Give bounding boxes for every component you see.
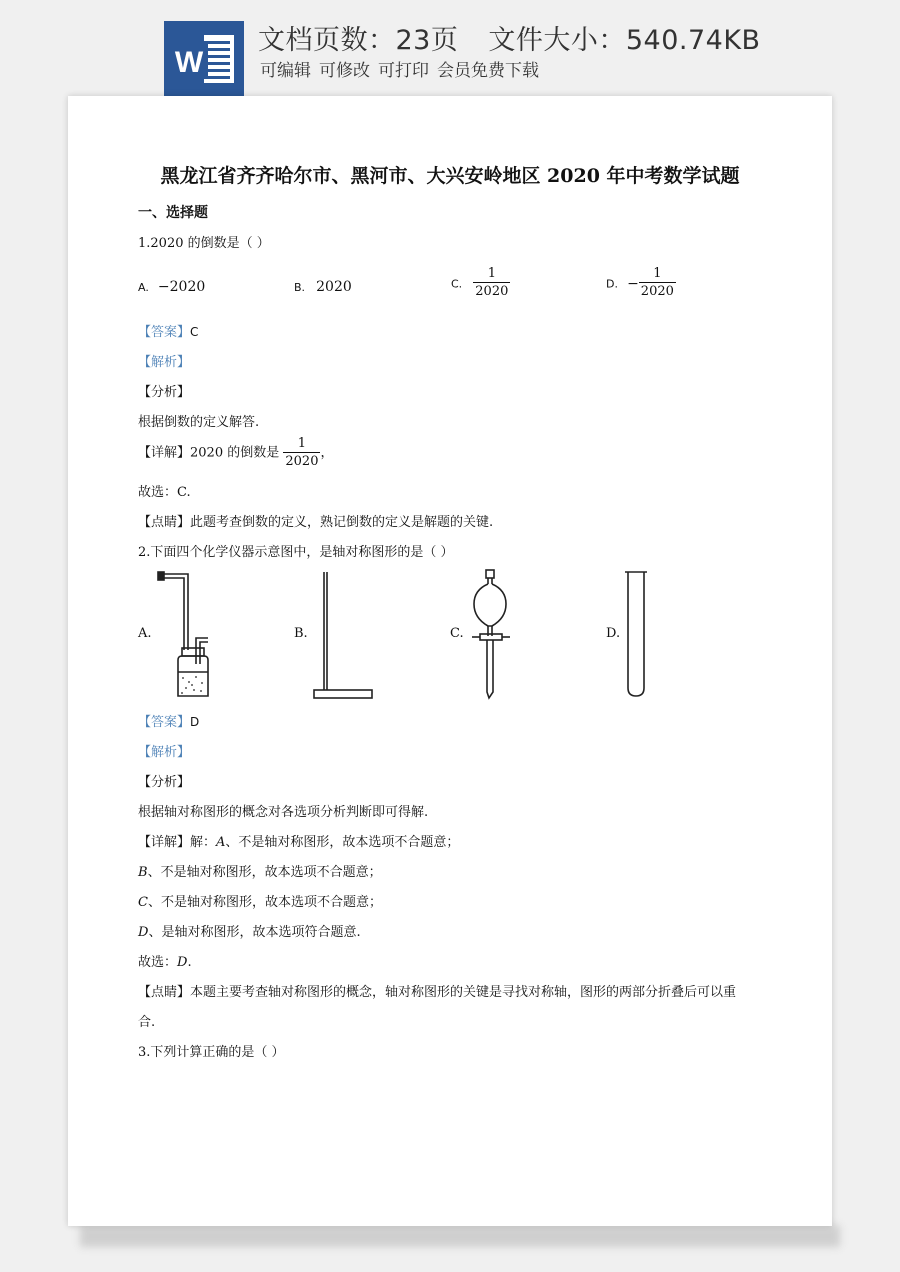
fraction	[639, 266, 676, 300]
document-title: 黑龙江省齐齐哈尔市、黑河市、大兴安岭地区 2020 年中考数学试题	[160, 165, 740, 187]
comment-text: 此题考查倒数的定义，熟记倒数的定义是解题的关键.	[190, 515, 494, 530]
q2-fenxi-tag: 【分析】	[138, 775, 191, 790]
option-letter: D.	[606, 277, 618, 291]
file-size: 文件大小：540.74KB	[488, 25, 761, 56]
word-icon-letter: W	[174, 46, 204, 79]
feature-printable: 可打印	[378, 61, 429, 81]
feature-modifiable: 可修改	[319, 61, 370, 81]
q2-detail-b	[138, 861, 382, 880]
detail-rest: 、不是轴对称图形，故本选项不合题意；	[147, 865, 382, 880]
comment-text: 本题主要考查轴对称图形的概念，轴对称图形的关键是寻找对称轴，图形的两部分折叠后可以重	[190, 985, 737, 1000]
q2-comment-cont: 合.	[138, 1015, 156, 1030]
option-letter: D	[138, 925, 149, 940]
detail-rest: 、不是轴对称图形，故本选项不合题意；	[225, 835, 460, 850]
choose-suffix: .	[187, 955, 192, 970]
answer-value: C	[190, 325, 199, 339]
fraction	[473, 266, 510, 300]
fraction	[283, 436, 320, 470]
comment-tag: 【点睛】	[138, 515, 191, 530]
choose-prefix: 故选：	[138, 955, 178, 970]
answer-tag: 【答案】	[138, 325, 191, 340]
paper-shadow	[80, 1225, 840, 1247]
detail-rest: 、不是轴对称图形，故本选项不合题意；	[147, 895, 382, 910]
numerator: 1	[297, 436, 307, 451]
option-letter: C	[138, 895, 148, 910]
header-banner	[0, 0, 900, 96]
q2-option-a-label: A.	[138, 626, 152, 641]
numerator: 1	[487, 266, 496, 281]
option-letter: B	[138, 865, 148, 880]
q1-fenxi-text: 根据倒数的定义解答.	[138, 415, 260, 430]
test-tube-image	[620, 568, 654, 702]
choose-letter: D	[177, 955, 188, 970]
q1-stem: 1.2020 的倒数是（ ）	[138, 236, 270, 251]
denominator: 2020	[640, 284, 674, 299]
detail-tag: 【详解】	[138, 445, 191, 461]
iron-stand-image	[312, 570, 378, 702]
q1-comment	[138, 511, 493, 530]
separatory-funnel-image	[468, 568, 514, 702]
q2-detail	[138, 831, 459, 850]
q1-option-b	[294, 276, 352, 295]
q1-choose: 故选：C.	[138, 485, 191, 500]
q3-stem: 3.下列计算正确的是（ ）	[138, 1045, 285, 1060]
q1-answer	[138, 321, 198, 340]
option-letter: B.	[294, 281, 306, 294]
q1-option-a	[138, 276, 205, 295]
answer-value: D	[190, 715, 200, 729]
option-value: 2020	[316, 279, 352, 295]
feature-list	[260, 56, 539, 81]
q2-option-d-label: D.	[606, 626, 621, 641]
q2-fenxi-text: 根据轴对称图形的概念对各选项分析判断即可得解.	[138, 805, 429, 820]
q1-fenxi-tag: 【分析】	[138, 385, 191, 400]
q2-stem: 2.下面四个化学仪器示意图中，是轴对称图形的是（ ）	[138, 545, 454, 560]
denominator: 2020	[475, 284, 509, 299]
gas-washing-bottle-image	[156, 568, 216, 700]
numerator: 1	[653, 266, 662, 281]
document-page	[68, 96, 832, 1226]
document-meta	[258, 18, 761, 57]
q2-option-b-label: B.	[294, 626, 308, 641]
answer-tag: 【答案】	[138, 715, 191, 730]
comment-tag: 【点睛】	[138, 985, 191, 1000]
minus-sign: −	[627, 275, 639, 292]
feature-free-download: 会员免费下载	[437, 61, 539, 81]
feature-editable: 可编辑	[260, 61, 311, 81]
option-value: −2020	[157, 279, 206, 295]
option-letter: A.	[138, 281, 149, 294]
q1-analysis-tag: 【解析】	[138, 355, 191, 370]
q2-answer	[138, 711, 199, 730]
page-count: 文档页数：23页	[258, 25, 459, 56]
q2-comment	[138, 981, 736, 1000]
detail-text: 2020 的倒数是	[190, 445, 280, 461]
detail-tag: 【详解】	[138, 835, 191, 850]
q2-option-c-label: C.	[450, 626, 464, 641]
q1-option-d	[606, 266, 676, 300]
q1-detail	[138, 436, 333, 470]
detail-suffix: ，	[320, 445, 334, 461]
detail-text: 解：	[190, 835, 217, 850]
q2-detail-c	[138, 891, 382, 910]
q2-analysis-tag: 【解析】	[138, 745, 191, 760]
section-heading: 一、选择题	[138, 205, 208, 221]
word-document-icon	[164, 21, 244, 96]
option-letter: C.	[451, 277, 463, 291]
q2-detail-d	[138, 921, 361, 940]
detail-rest: 、是轴对称图形，故本选项符合题意.	[148, 925, 361, 940]
option-letter: A	[216, 835, 226, 850]
q2-choose	[138, 951, 192, 970]
denominator: 2020	[285, 454, 319, 469]
q1-option-c	[451, 266, 510, 300]
